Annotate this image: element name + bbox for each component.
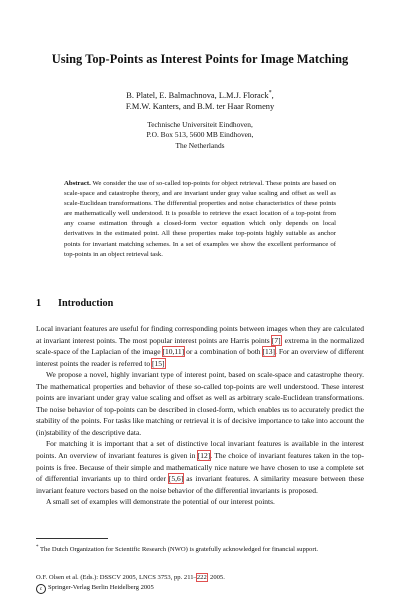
paragraph-4: A small set of examples will demonstrate the potential of our interest points. [46,497,275,507]
affiliation-line-2: P.O. Box 513, 5600 MB Eindhoven, [146,130,254,140]
section-heading [36,298,113,309]
p1-text-b: , extrema in the normalized scale-space of the Laplacian of the image [36,335,364,357]
p3-text-b: . The choice of invariant features taken in the top-points is free. Because of their simple and mathematically nice nature we have chosen to use a complete set of differential invariants up to third order [36,451,364,484]
p1-text-a: Local invariant features are useful for finding corresponding points between images when they are calculated at invariant interest points. The most popular interest points are Harris points [36,324,364,345]
footnote-marker: * [268,90,272,96]
citation-link[interactable]: [5,6] [168,474,184,484]
copyright-icon: c [36,584,46,594]
p3-text-c: as invariant features. A similarity measure between these invariant feature vectors based on the noise behavior of the differential invariants is proposed. [36,474,364,495]
abstract-text: We consider the use of so-called top-points for object retrieval. These points are based on scale-space and catastrophe theory, and are invariant under gray value scaling and offset as well as scale-Euclidean transformations. The differential properties and noise characteristics of these points are mathematically well understood. It is possible to retrieve the exact location of a top-point from any coarse estimation through a closed-form vector equation which only depends on local derivatives in the estimated point. All these properties make top-points highly suitable as anchor points for invariant matching schemes. In a set of examples we show the excellent performance of top-points in an object retrieval task. [64,180,336,258]
p1-text-e: . [164,358,167,368]
footnote-mark: * [36,545,39,550]
citation-link[interactable]: [15] [152,358,165,368]
citation-link[interactable]: [12] [197,451,211,461]
p1-text-d: . For an overview of different interest points the reader is referred to [36,347,364,368]
affiliation [40,120,360,151]
pubinfo-line-1 [36,573,364,583]
pubinfo-text-a: O.F. Olsen et al. (Eds.): DSSCV 2005, LNCS 3753, pp. 211– [36,574,197,581]
affiliation-line-1: Technische Universiteit Eindhoven, [147,120,253,129]
affiliation-line-3: The Netherlands [175,140,225,150]
footnote-rule [36,538,108,539]
copyright-text: Springer-Verlag Berlin Heidelberg 2005 [48,584,154,592]
author-line-1 [40,88,360,101]
authors-line-1-end: , [271,90,274,100]
author-line-2: F.M.W. Kanters, and B.M. ter Haar Romeny [125,102,275,112]
publication-info [36,573,364,594]
abstract [64,179,336,260]
paper-title: Using Top-Points as Interest Points for Image Matching [51,52,349,66]
author-list [40,88,360,113]
paragraph-2: We propose a novel, highly invariant type of interest point, based on scale-space and catastrophe theory. The mathematical properties and behavior of these so-called top-points are well understood. These interest points are invariant under gray value scaling and offset as well as arbitrary scale-Euclidean transformations. The noise behavior of top-points can be described in closed-form, which enables us to accurately predict the stability of the points. For tasks like matching or retrieval it is of decisive importance to take into account the (in)stability of the descriptive data. [36,370,364,437]
p3-text-a: For matching it is important that a set of distinctive local invariant features is available in the interest points. An overview of invariant features is given in [36,439,364,461]
pubinfo-line-2 [36,583,364,594]
paragraph-3 [36,438,364,496]
citation-link[interactable]: [13] [262,347,275,357]
footnote-text: The Dutch Organization for Scientific Research (NWO) is gratefully acknowledged for financial support. [40,546,319,554]
p1-text-c: or a combination of both [184,347,263,357]
body-text [36,323,364,508]
abstract-label: Abstract. [64,180,91,187]
section-title: Introduction [58,298,114,309]
pubinfo-text-b: , 2005. [206,574,225,581]
authors-line-1-text: B. Platel, E. Balmachnova, L.M.J. Florack [126,90,269,100]
citation-link[interactable]: [10,11] [162,347,185,357]
citation-link[interactable]: [7] [271,335,281,345]
page-range-link[interactable]: 222 [196,574,207,581]
footnote [36,543,364,555]
section-number: 1 [36,298,42,309]
paragraph-1 [36,323,364,369]
